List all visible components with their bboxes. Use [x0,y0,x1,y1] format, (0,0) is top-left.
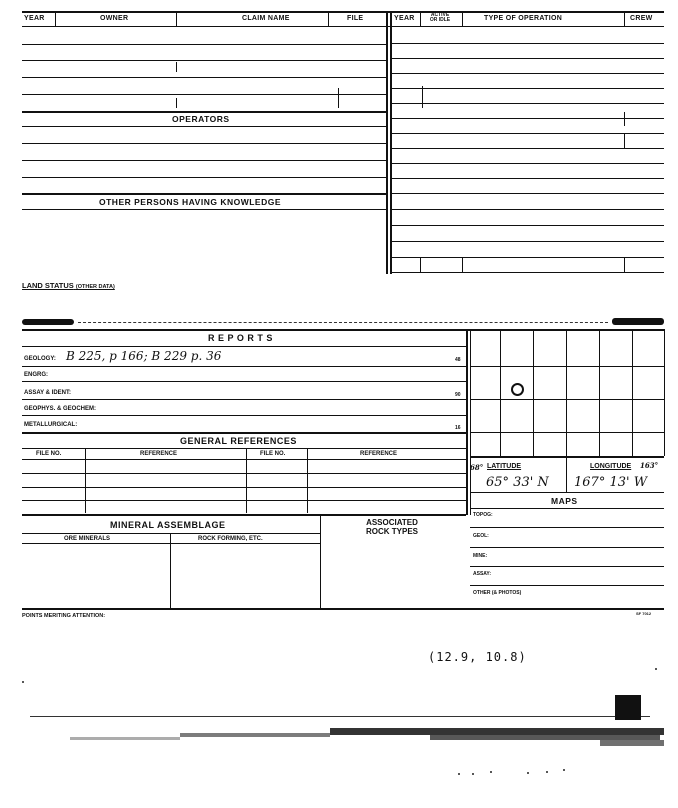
mineral-assemblage-title: MINERAL ASSEMBLAGE [110,520,226,530]
maps-geol: GEOL: [473,533,489,539]
report-geology-label: GEOLOGY: [24,356,56,362]
report-geology-value: B 225, p 166; B 229 p. 36 [66,349,222,363]
longitude-value: 167° 13' W [574,475,648,490]
header-file: FILE [347,15,364,22]
associated-rock-types: ASSOCIATED ROCK TYPES [365,518,418,536]
form-number: SF 7012 [636,611,652,616]
longitude-suffix: 163° [640,461,659,470]
coordinates-note: (12.9, 10.8) [428,650,527,664]
other-persons-label: OTHER PERSONS HAVING KNOWLEDGE [99,197,282,207]
header-year: YEAR [24,15,45,22]
header-year-2: YEAR [394,15,415,22]
reports-title: R E P O R T S [208,333,273,343]
report-geophys-label: GEOPHYS. & GEOCHEM: [24,406,97,412]
points-meriting-attention: POINTS MERITING ATTENTION: [22,613,106,619]
longitude-label: LONGITUDE [590,463,632,470]
report-assay-num: 90 [455,392,461,398]
land-status-label: LAND STATUS [22,281,74,290]
ref-header-file-no: FILE NO. [36,451,62,457]
maps-mine: MINE: [473,553,488,559]
ref-header-reference-2: REFERENCE [360,451,398,457]
report-assay-label: ASSAY & IDENT: [24,390,72,396]
latitude-label: LATITUDE [487,463,522,470]
maps-topog: TOPOG: [473,512,493,518]
maps-assay: ASSAY: [473,571,492,577]
header-crew: CREW [630,15,653,22]
location-marker-icon [511,383,524,396]
report-geology-num: 48 [455,357,461,363]
land-status-sub: (OTHER DATA) [75,284,115,290]
latitude-prefix: 68° [470,463,484,472]
operators-label: OPERATORS [172,114,230,124]
header-type-of-operation: TYPE OF OPERATION [484,15,563,22]
latitude-value: 65° 33' N [486,475,549,490]
ref-header-reference: REFERENCE [140,451,178,457]
report-metallurgical-label: METALLURGICAL: [24,422,78,428]
ore-minerals-label: ORE MINERALS [64,536,111,542]
maps-other: OTHER (& PHOTOS) [473,590,522,596]
header-claim-name: CLAIM NAME [242,15,290,22]
report-engrg-label: ENGRG: [24,372,48,378]
general-references-title: GENERAL REFERENCES [180,436,297,446]
ref-header-file-no-2: FILE NO. [260,451,286,457]
rock-forming-label: ROCK FORMING, ETC. [198,536,263,542]
header-active-idle: ACTIVE OR IDLE [429,12,451,23]
report-metallurgical-num: 16 [455,425,461,431]
header-owner: OWNER [100,15,129,22]
maps-title: MAPS [551,496,578,506]
